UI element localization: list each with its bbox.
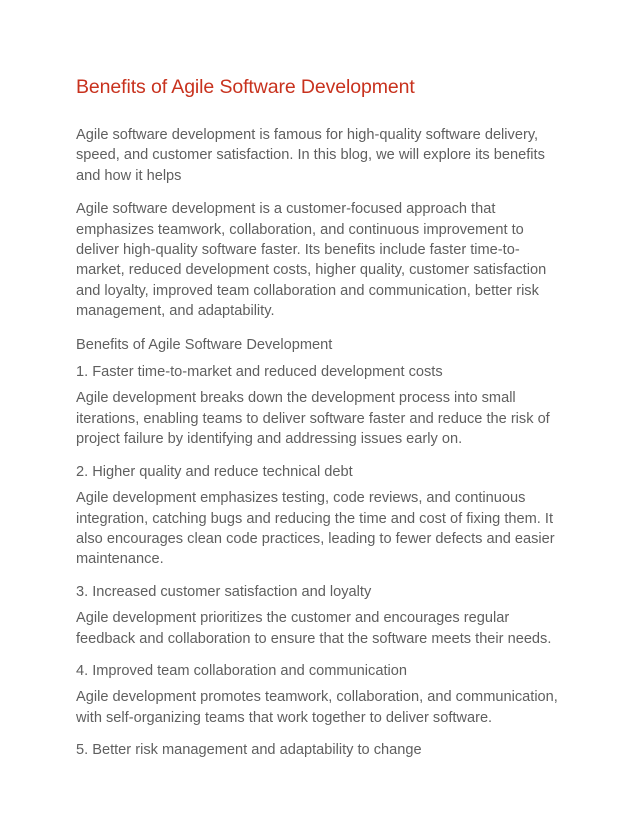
document-page xyxy=(76,74,566,761)
section-heading: Benefits of Agile Software Development xyxy=(76,336,333,353)
benefit-body-1: Agile development breaks down the development process into small iterations, enabling teams to deliver software faster and reduce the risk of project failure by identifying and addressing issues early on. xyxy=(76,390,550,448)
intro-paragraph-2: Agile software development is a customer-focused approach that emphasizes teamwork, collaboration, and continuous improvement to deliver high-quality software faster. Its benefits include faster time-to-market, reduced development costs, higher quality, customer satisfaction and loyalty, improved team collaboration and communication, better risk management, and adaptability. xyxy=(76,201,547,320)
document-title: Benefits of Agile Software Development xyxy=(76,76,415,98)
benefit-body-4: Agile development promotes teamwork, collaboration, and communication, with self-organizing teams that work together to deliver software. xyxy=(76,689,558,726)
benefit-body-3: Agile development prioritizes the customer and encourages regular feedback and collaboration to ensure that the software meets their needs. xyxy=(76,610,552,647)
benefit-heading-5: 5. Better risk management and adaptability to change xyxy=(76,742,422,759)
benefit-body-2: Agile development emphasizes testing, code reviews, and continuous integration, catching bugs and reducing the time and cost of fixing them. It also encourages clean code practices, leading to fewer defects and easier maintenance. xyxy=(76,490,555,568)
benefit-heading-4: 4. Improved team collaboration and communication xyxy=(76,662,407,679)
intro-paragraph-1: Agile software development is famous for high-quality software delivery, speed, and customer satisfaction. In this blog, we will explore its benefits and how it helps xyxy=(76,127,545,184)
benefit-heading-3: 3. Increased customer satisfaction and loyalty xyxy=(76,583,372,600)
benefit-heading-2: 2. Higher quality and reduce technical debt xyxy=(76,463,353,480)
benefit-heading-1: 1. Faster time-to-market and reduced development costs xyxy=(76,364,443,381)
